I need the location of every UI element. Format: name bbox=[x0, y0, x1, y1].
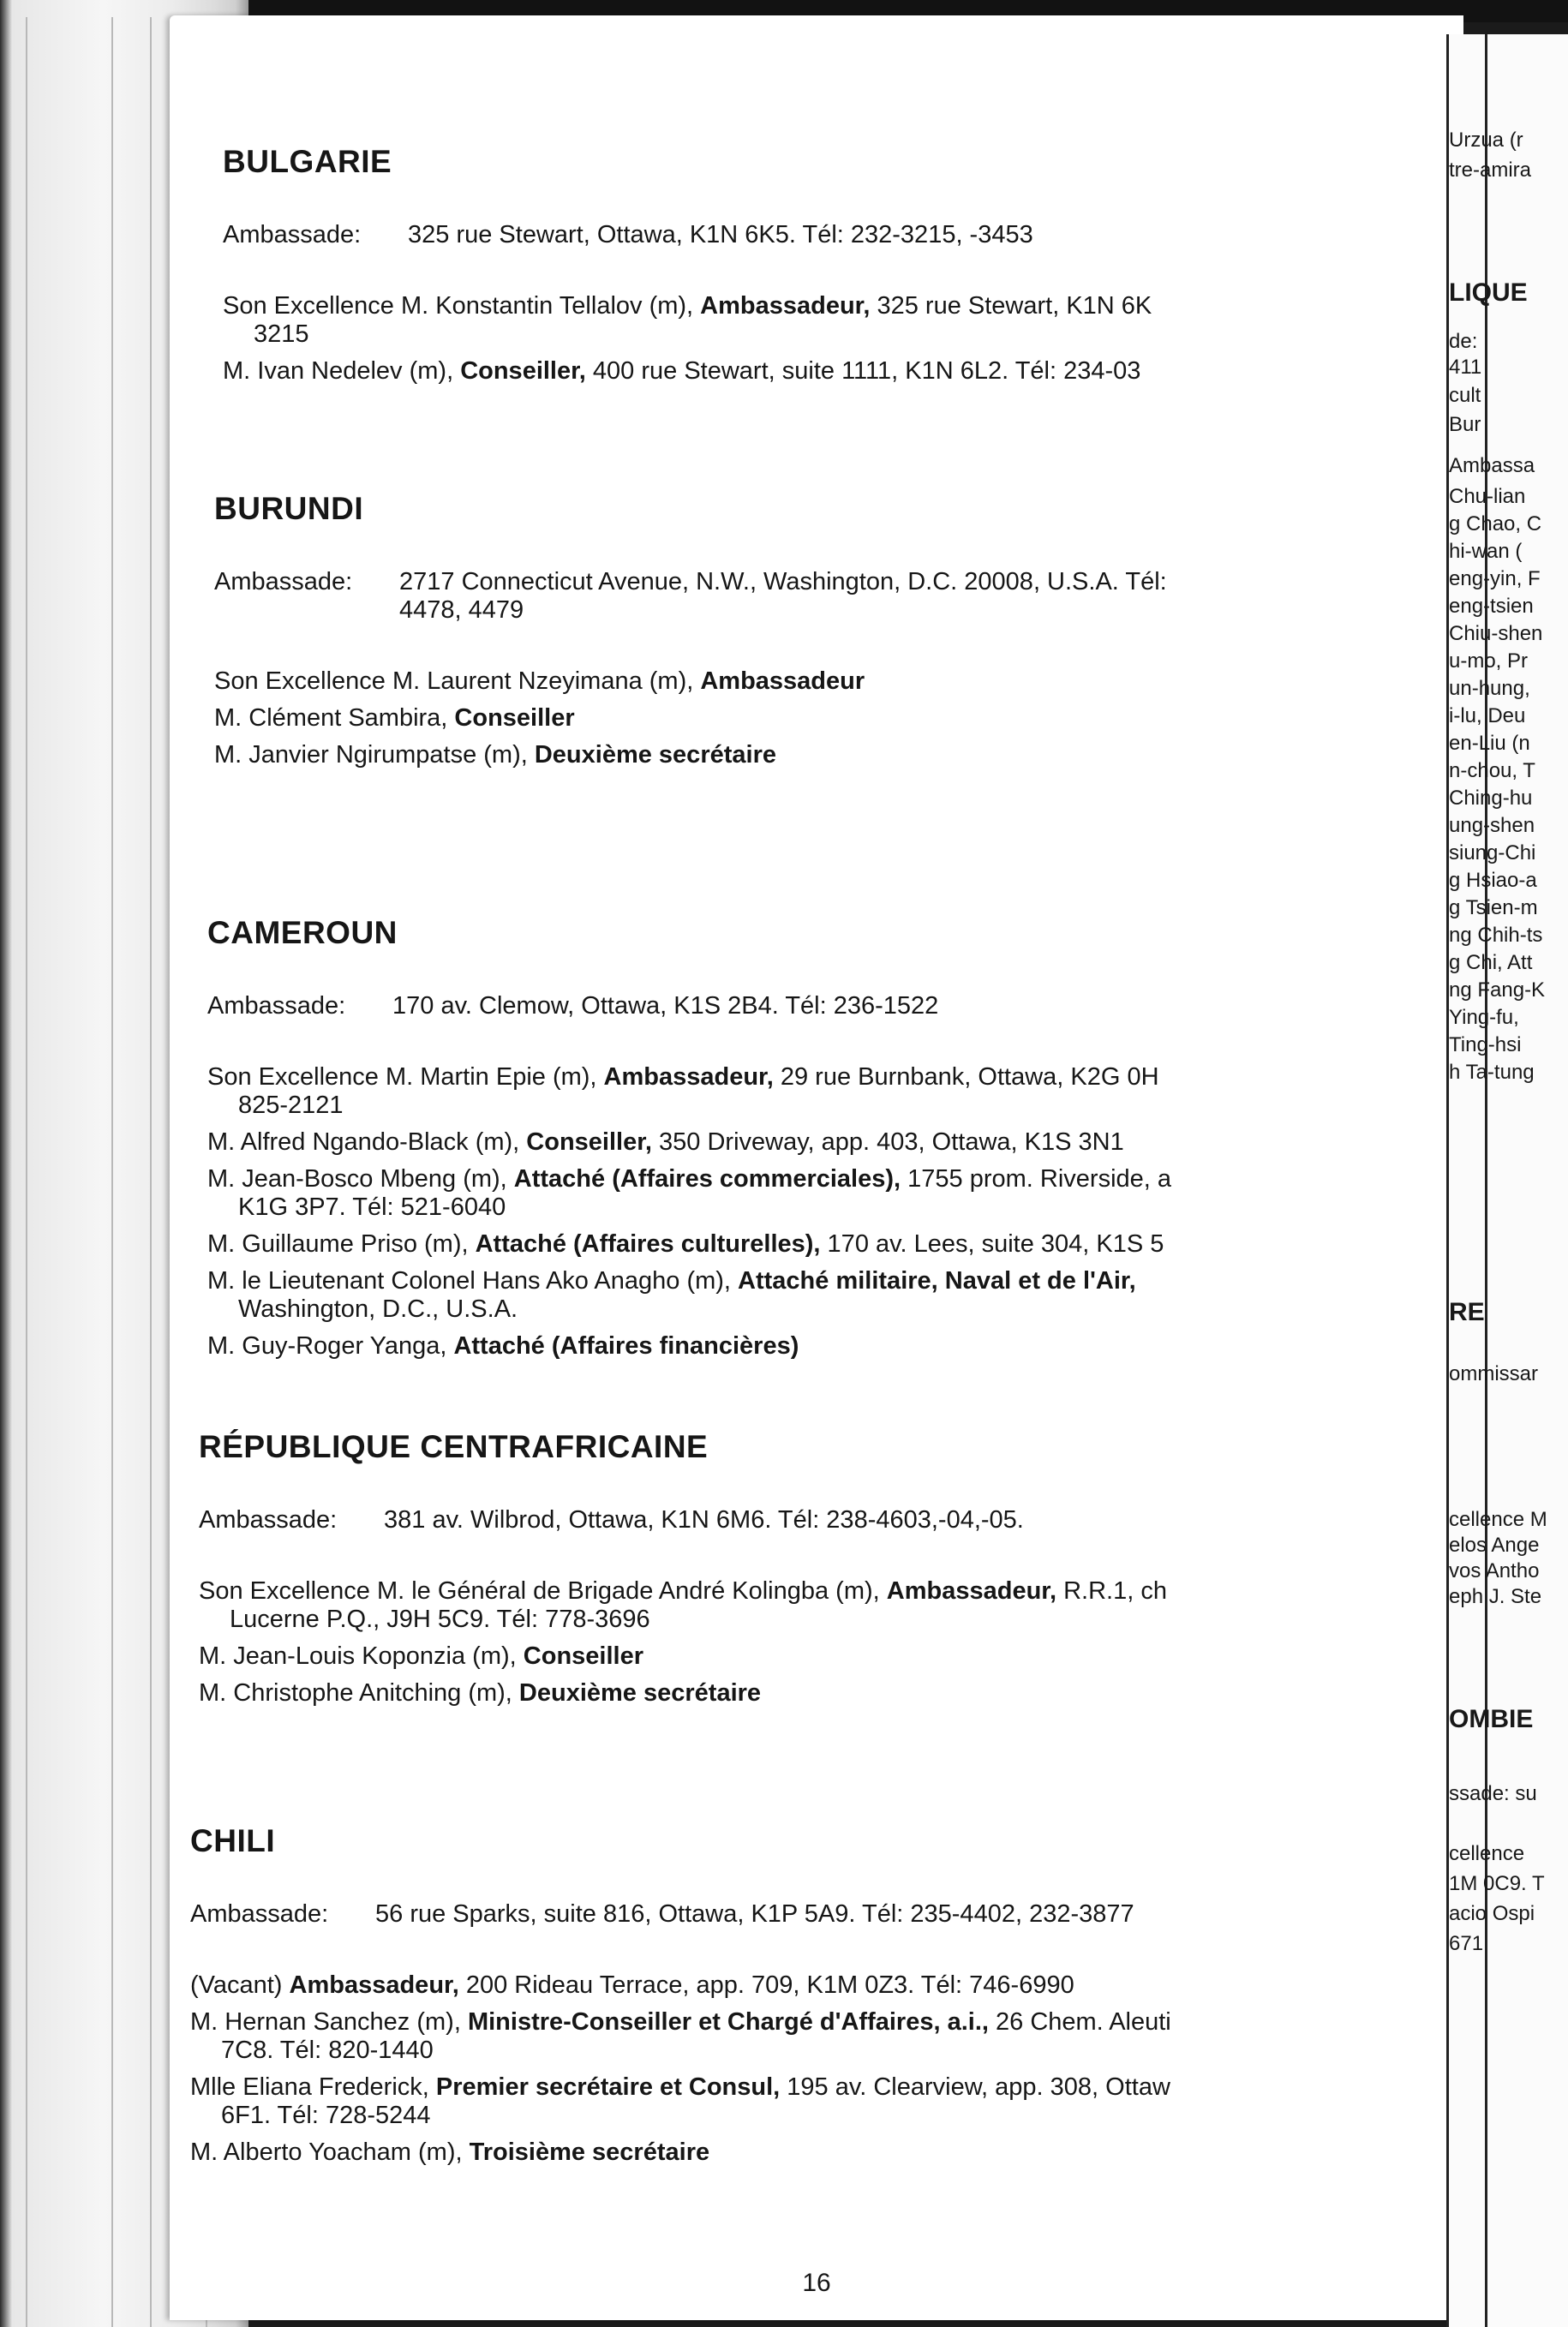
facing-page-text-fragment: ommissar bbox=[1449, 1362, 1539, 1385]
facing-page-text-fragment: RE bbox=[1449, 1298, 1485, 1326]
staff-entry bbox=[190, 2139, 1424, 2167]
facing-page-text-fragment: eng-tsien bbox=[1449, 595, 1534, 618]
facing-page-text-fragment: 671 bbox=[1449, 1932, 1484, 1955]
facing-page-text-fragment: i-lu, Deu bbox=[1449, 704, 1526, 727]
country-heading: RÉPUBLIQUE CENTRAFRICAINE bbox=[199, 1429, 709, 1464]
facing-page-text-fragment: hi-wan ( bbox=[1449, 540, 1523, 563]
staff-name: Son Excellence M. Laurent Nzeyimana (m), bbox=[214, 667, 701, 695]
facing-page-text-fragment: cult bbox=[1449, 384, 1481, 407]
staff-entry bbox=[199, 1577, 1433, 1634]
address-label: Ambassade: bbox=[190, 1900, 329, 1928]
facing-page-text-fragment: elos Ange bbox=[1449, 1534, 1540, 1557]
facing-page-text-fragment: de: bbox=[1449, 330, 1478, 353]
address-line: 56 rue Sparks, suite 816, Ottawa, K1P 5A9. Tél: 235-4402, 232-3877 bbox=[375, 1900, 1134, 1928]
page-number: 16 bbox=[802, 2269, 831, 2297]
facing-page-text-fragment: en-Liu (n bbox=[1449, 732, 1530, 755]
staff-name: M. Clément Sambira, bbox=[214, 704, 455, 732]
facing-page-text-fragment: u-mo, Pr bbox=[1449, 649, 1529, 673]
staff-entry bbox=[199, 1642, 1433, 1671]
facing-page-text-fragment: ng Chih-ts bbox=[1449, 924, 1543, 947]
staff-entry bbox=[199, 1679, 1433, 1708]
staff-name: M. Jean-Bosco Mbeng (m), bbox=[207, 1165, 514, 1193]
page-content bbox=[170, 15, 1463, 2320]
staff-entry bbox=[223, 357, 1457, 386]
facing-page-text-fragment: tre-amira bbox=[1449, 159, 1532, 182]
staff-address: 350 Driveway, app. 403, Ottawa, K1S 3N1 bbox=[651, 1128, 1124, 1156]
facing-page-text-fragment: OMBIE bbox=[1449, 1705, 1534, 1733]
staff-address: 200 Rideau Terrace, app. 709, K1M 0Z3. Tél: 746-6990 bbox=[458, 1971, 1074, 1999]
staff-title: Ministre-Conseiller et Chargé d'Affaires, a.i., bbox=[467, 2008, 989, 2036]
directory-section bbox=[199, 1429, 1433, 1716]
facing-page-text-fragment: Ching-hu bbox=[1449, 787, 1533, 810]
address-line: 381 av. Wilbrod, Ottawa, K1N 6M6. Tél: 238-4603,-04,-05. bbox=[384, 1506, 1024, 1534]
staff-address: 400 rue Stewart, suite 1111, K1N 6L2. Tél: 234-03 bbox=[585, 357, 1141, 385]
facing-page-text-fragment: cellence M bbox=[1449, 1508, 1547, 1531]
staff-title: Deuxième secrétaire bbox=[518, 1679, 762, 1707]
facing-page-text-fragment: Ying-fu, bbox=[1449, 1006, 1519, 1029]
staff-title: Deuxième secrétaire bbox=[534, 741, 776, 769]
staff-name: M. Alfred Ngando-Black (m), bbox=[207, 1128, 527, 1156]
staff-title: Conseiller, bbox=[460, 357, 586, 385]
facing-page-text-fragment: Bur bbox=[1449, 413, 1481, 436]
facing-page-text-fragment: vos Antho bbox=[1449, 1559, 1540, 1582]
document-page bbox=[170, 15, 1463, 2320]
facing-page-text-fragment: g Chao, C bbox=[1449, 512, 1542, 535]
facing-page-text-fragment: Ambassa bbox=[1449, 454, 1535, 477]
staff-name: Mlle Eliana Frederick, bbox=[190, 2073, 436, 2101]
staff-title: Troisième secrétaire bbox=[469, 2139, 710, 2166]
facing-page-text-fragment: ng Fang-K bbox=[1449, 978, 1546, 1002]
address-label: Ambassade: bbox=[207, 992, 346, 1020]
staff-address: R.R.1, ch bbox=[1056, 1577, 1167, 1605]
gutter-line bbox=[111, 17, 113, 2327]
facing-page-edge bbox=[1446, 34, 1568, 2327]
country-heading: CAMEROUN bbox=[207, 915, 398, 950]
staff-name: (Vacant) bbox=[190, 1971, 290, 1999]
staff-entry bbox=[214, 704, 1448, 733]
staff-address: 1755 prom. Riverside, a bbox=[901, 1165, 1172, 1193]
staff-address-continued: 3215 bbox=[254, 320, 309, 348]
address-label: Ambassade: bbox=[223, 221, 362, 248]
embassy-address bbox=[223, 221, 1457, 249]
staff-address-continued: 7C8. Tél: 820-1440 bbox=[221, 2037, 434, 2064]
facing-page-text-fragment: n-chou, T bbox=[1449, 759, 1535, 782]
staff-title: Ambassadeur, bbox=[886, 1577, 1057, 1605]
staff-entry bbox=[207, 1063, 1441, 1120]
staff-name: M. Ivan Nedelev (m), bbox=[223, 357, 461, 385]
facing-page-text-fragment: Chiu-shen bbox=[1449, 622, 1543, 645]
facing-page-text-fragment: Chu-lian bbox=[1449, 485, 1526, 508]
staff-entry bbox=[190, 2073, 1424, 2130]
country-heading: BURUNDI bbox=[214, 491, 364, 526]
staff-address-continued: Washington, D.C., U.S.A. bbox=[238, 1295, 518, 1323]
address-line: 325 rue Stewart, Ottawa, K1N 6K5. Tél: 232-3215, -3453 bbox=[408, 221, 1033, 248]
address-label: Ambassade: bbox=[214, 568, 353, 595]
country-heading: CHILI bbox=[190, 1823, 276, 1858]
staff-name: M. Christophe Anitching (m), bbox=[199, 1679, 519, 1707]
staff-name: M. Jean-Louis Koponzia (m), bbox=[199, 1642, 524, 1670]
embassy-address bbox=[214, 568, 1448, 625]
staff-address-continued: Lucerne P.Q., J9H 5C9. Tél: 778-3696 bbox=[230, 1606, 650, 1633]
facing-page-text-fragment: cellence bbox=[1449, 1842, 1525, 1865]
staff-address-continued: 825-2121 bbox=[238, 1092, 344, 1119]
staff-title: Attaché (Affaires culturelles), bbox=[475, 1230, 821, 1258]
staff-address: 325 rue Stewart, K1N 6K bbox=[870, 292, 1152, 320]
directory-section bbox=[214, 491, 1448, 778]
staff-entry bbox=[207, 1332, 1441, 1361]
staff-address: 195 av. Clearview, app. 308, Ottaw bbox=[780, 2073, 1170, 2101]
staff-name: M. Guillaume Priso (m), bbox=[207, 1230, 476, 1258]
staff-address-continued: K1G 3P7. Tél: 521-6040 bbox=[238, 1193, 506, 1221]
facing-page-text-fragment: g Tsien-m bbox=[1449, 896, 1538, 919]
address-line-continued: 4478, 4479 bbox=[399, 596, 524, 624]
directory-section bbox=[223, 144, 1457, 394]
directory-section bbox=[190, 1823, 1424, 2175]
facing-page-text-fragment: Ting-hsi bbox=[1449, 1033, 1522, 1056]
gutter-line bbox=[150, 17, 152, 2327]
staff-entry bbox=[223, 292, 1457, 349]
staff-address: 170 av. Lees, suite 304, K1S 5 bbox=[820, 1230, 1164, 1258]
address-line: 2717 Connecticut Avenue, N.W., Washington, D.C. 20008, U.S.A. Tél: bbox=[399, 568, 1167, 595]
staff-address-continued: 6F1. Tél: 728-5244 bbox=[221, 2102, 431, 2129]
facing-page-text-fragment: ung-shen bbox=[1449, 814, 1535, 837]
facing-page-text-fragment: Urzua (r bbox=[1449, 129, 1523, 152]
staff-name: Son Excellence M. le Général de Brigade André Kolingba (m), bbox=[199, 1577, 887, 1605]
staff-entry bbox=[207, 1128, 1441, 1157]
staff-title: Ambassadeur, bbox=[603, 1063, 774, 1091]
staff-name: M. Guy-Roger Yanga, bbox=[207, 1332, 454, 1360]
staff-name: Son Excellence M. Konstantin Tellalov (m), bbox=[223, 292, 701, 320]
staff-entry bbox=[190, 1971, 1424, 2000]
facing-page-text-fragment: g Chi, Att bbox=[1449, 951, 1533, 974]
embassy-address bbox=[190, 1900, 1424, 1929]
staff-entry bbox=[207, 1165, 1441, 1222]
staff-title: Conseiller bbox=[454, 704, 575, 732]
staff-entry bbox=[214, 667, 1448, 696]
facing-page-text-fragment: un-hung, bbox=[1449, 677, 1530, 700]
staff-name: Son Excellence M. Martin Epie (m), bbox=[207, 1063, 604, 1091]
facing-page-rule bbox=[1485, 34, 1487, 2327]
facing-page-text-fragment: 1M 0C9. T bbox=[1449, 1872, 1545, 1895]
staff-title: Conseiller bbox=[523, 1642, 643, 1670]
facing-page-text-fragment: acio Ospi bbox=[1449, 1902, 1535, 1925]
gutter-line bbox=[26, 17, 27, 2327]
embassy-address bbox=[199, 1506, 1433, 1534]
staff-name: M. Alberto Yoacham (m), bbox=[190, 2139, 470, 2166]
facing-page-text-fragment: ssade: su bbox=[1449, 1782, 1537, 1805]
staff-title: Conseiller, bbox=[526, 1128, 652, 1156]
staff-title: Ambassadeur, bbox=[289, 1971, 459, 1999]
address-label: Ambassade: bbox=[199, 1506, 338, 1534]
staff-address: 26 Chem. Aleuti bbox=[988, 2008, 1171, 2036]
facing-page-text-fragment: g Hsiao-a bbox=[1449, 869, 1537, 892]
staff-title: Ambassadeur, bbox=[700, 292, 871, 320]
staff-title: Attaché militaire, Naval et de l'Air, bbox=[738, 1267, 1136, 1295]
facing-page-text-fragment: LIQUE bbox=[1449, 278, 1528, 307]
staff-entry bbox=[207, 1230, 1441, 1259]
staff-title: Attaché (Affaires financières) bbox=[453, 1332, 799, 1360]
facing-page-text-fragment: eng-yin, F bbox=[1449, 567, 1541, 590]
staff-name: M. Hernan Sanchez (m), bbox=[190, 2008, 468, 2036]
staff-title: Ambassadeur bbox=[700, 667, 865, 695]
staff-entry bbox=[190, 2008, 1424, 2065]
staff-title: Premier secrétaire et Consul, bbox=[435, 2073, 781, 2101]
facing-page-text-fragment: h Ta-tung bbox=[1449, 1061, 1535, 1084]
embassy-address bbox=[207, 992, 1441, 1020]
facing-page-text-fragment: siung-Chi bbox=[1449, 841, 1536, 864]
address-line: 170 av. Clemow, Ottawa, K1S 2B4. Tél: 236-1522 bbox=[392, 992, 939, 1020]
staff-name: M. le Lieutenant Colonel Hans Ako Anagho (m), bbox=[207, 1267, 739, 1295]
staff-name: M. Janvier Ngirumpatse (m), bbox=[214, 741, 535, 769]
staff-title: Attaché (Affaires commerciales), bbox=[513, 1165, 901, 1193]
staff-address: 29 rue Burnbank, Ottawa, K2G 0H bbox=[773, 1063, 1159, 1091]
staff-entry bbox=[207, 1267, 1441, 1324]
facing-page-text-fragment: 411 bbox=[1449, 356, 1482, 379]
staff-entry bbox=[214, 741, 1448, 769]
directory-section bbox=[207, 915, 1441, 1369]
facing-page-text-fragment: eph J. Ste bbox=[1449, 1585, 1542, 1608]
country-heading: BULGARIE bbox=[223, 144, 392, 179]
